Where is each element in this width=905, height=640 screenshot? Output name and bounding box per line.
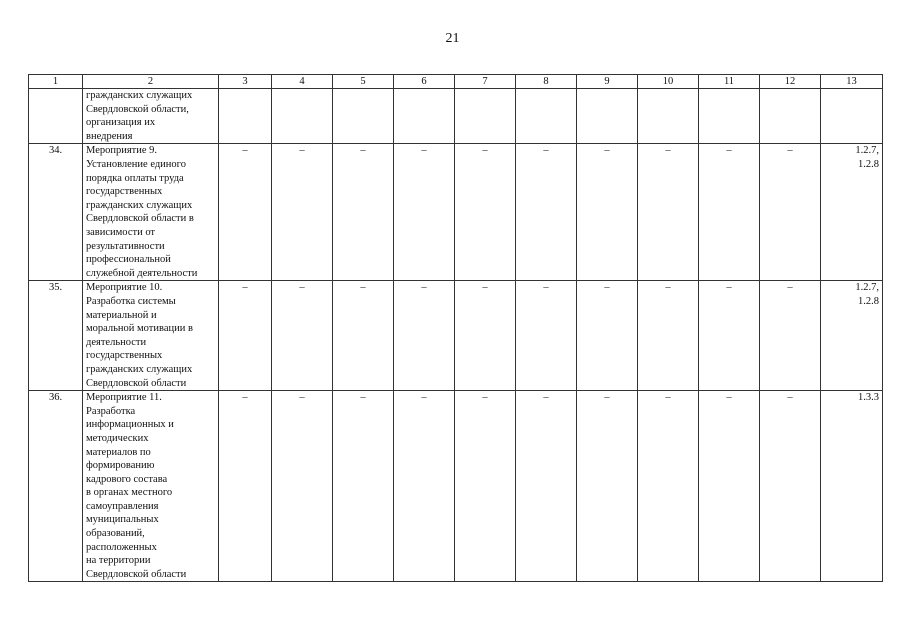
value-cell: – [760, 144, 821, 281]
value-cell: – [455, 391, 516, 582]
measure-description: Мероприятие 9. Установление единого порядка оплаты труда государственных гражданских служащих Свердловской области в зависимости от результативности профессиональной служебной деятельности [83, 144, 219, 281]
value-cell: – [760, 281, 821, 391]
value-cell: – [638, 391, 699, 582]
measures-table [28, 74, 883, 582]
value-cell [699, 89, 760, 144]
value-cell [394, 89, 455, 144]
indicator-ref: 1.2.7, 1.2.8 [821, 281, 883, 391]
column-header: 9 [577, 75, 638, 89]
value-cell: – [394, 391, 455, 582]
value-cell [455, 89, 516, 144]
column-header: 5 [333, 75, 394, 89]
measure-description: гражданских служащих Свердловской области, организация их внедрения [83, 89, 219, 144]
column-header: 1 [29, 75, 83, 89]
row-number: 34. [29, 144, 83, 281]
column-header: 7 [455, 75, 516, 89]
table-row [29, 281, 883, 391]
column-header: 12 [760, 75, 821, 89]
value-cell: – [638, 281, 699, 391]
value-cell: – [455, 281, 516, 391]
table-row [29, 391, 883, 582]
row-number: 36. [29, 391, 83, 582]
value-cell [516, 89, 577, 144]
value-cell [760, 89, 821, 144]
column-header: 6 [394, 75, 455, 89]
value-cell: – [516, 281, 577, 391]
value-cell: – [516, 391, 577, 582]
value-cell: – [333, 144, 394, 281]
measure-description: Мероприятие 11. Разработка информационных и методических материалов по формированию кадрового состава в органах местного самоуправления муниципальных образований, расположенных на территории Свердловской области [83, 391, 219, 582]
indicator-ref: 1.3.3 [821, 391, 883, 582]
column-header: 10 [638, 75, 699, 89]
value-cell: – [219, 144, 272, 281]
value-cell: – [272, 281, 333, 391]
table-row [29, 144, 883, 281]
value-cell [638, 89, 699, 144]
value-cell: – [219, 281, 272, 391]
indicator-ref [821, 89, 883, 144]
row-number [29, 89, 83, 144]
column-header: 2 [83, 75, 219, 89]
column-header: 11 [699, 75, 760, 89]
value-cell: – [577, 391, 638, 582]
column-header: 3 [219, 75, 272, 89]
table-row [29, 89, 883, 144]
value-cell: – [699, 144, 760, 281]
value-cell: – [394, 281, 455, 391]
value-cell: – [516, 144, 577, 281]
value-cell: – [699, 281, 760, 391]
value-cell: – [699, 391, 760, 582]
value-cell [333, 89, 394, 144]
value-cell [272, 89, 333, 144]
value-cell [577, 89, 638, 144]
value-cell: – [272, 144, 333, 281]
column-header: 13 [821, 75, 883, 89]
row-number: 35. [29, 281, 83, 391]
value-cell [219, 89, 272, 144]
value-cell: – [577, 281, 638, 391]
value-cell: – [272, 391, 333, 582]
value-cell: – [760, 391, 821, 582]
header-row [29, 75, 883, 89]
value-cell: – [455, 144, 516, 281]
column-header: 8 [516, 75, 577, 89]
value-cell: – [333, 391, 394, 582]
value-cell: – [219, 391, 272, 582]
indicator-ref: 1.2.7, 1.2.8 [821, 144, 883, 281]
value-cell: – [394, 144, 455, 281]
value-cell: – [638, 144, 699, 281]
page-number: 21 [445, 31, 460, 46]
value-cell: – [577, 144, 638, 281]
column-header: 4 [272, 75, 333, 89]
value-cell: – [333, 281, 394, 391]
measure-description: Мероприятие 10. Разработка системы материальной и моральной мотивации в деятельности государственных гражданских служащих Свердловской области [83, 281, 219, 391]
